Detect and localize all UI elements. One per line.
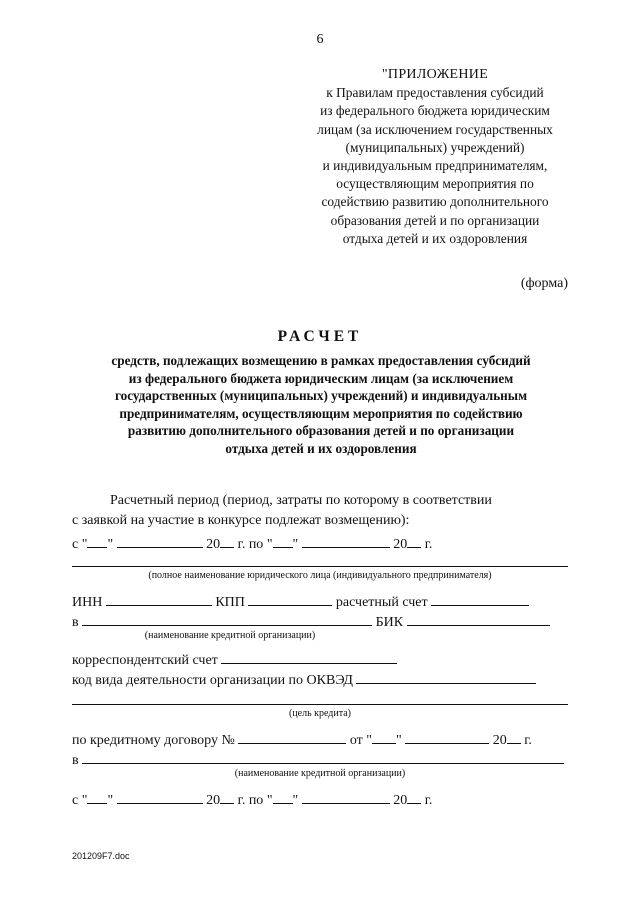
month-field[interactable]	[302, 790, 390, 804]
appendix-line: содействию развитию дополнительного	[321, 194, 549, 210]
appendix-line: образования детей и по организации	[330, 212, 540, 228]
bank-row: в БИК	[72, 612, 568, 632]
kpp-label: КПП	[215, 595, 245, 610]
agreement-number-field[interactable]	[238, 730, 346, 744]
inn-label: ИНН	[72, 595, 103, 610]
year-field[interactable]	[407, 534, 421, 548]
bik-field[interactable]	[407, 612, 550, 626]
caption-bank2: (наименование кредитной организации)	[234, 768, 406, 779]
subtitle-line: средств, подлежащих возмещению в рамках предоставления субсидий	[111, 353, 531, 368]
month-field[interactable]	[117, 790, 203, 804]
bank2-row: в	[72, 750, 568, 770]
document-title: РАСЧЕТ	[277, 328, 363, 345]
appendix-line: отдыха детей и их оздоровления	[342, 230, 528, 246]
period-intro-line1: Расчетный период (период, затраты по которому в соответствии	[110, 493, 492, 508]
inn-field[interactable]	[106, 592, 212, 606]
appendix-line: из федерального бюджета юридическим	[320, 103, 550, 119]
year-field[interactable]	[507, 730, 521, 744]
appendix-block	[280, 66, 590, 248]
corr-account-row	[72, 650, 568, 670]
period-date-row: с " " 20 г. по " " 20 г.	[72, 534, 568, 554]
appendix-line: и индивидуальным предпринимателям,	[322, 158, 548, 174]
appendix-heading: "ПРИЛОЖЕНИЕ	[381, 67, 489, 82]
credit-agreement-row: по кредитному договору № от " " 20 г.	[72, 730, 568, 750]
bank2-field[interactable]	[82, 750, 564, 764]
bik-label: БИК	[375, 615, 404, 630]
appendix-line: к Правилам предоставления субсидий	[326, 85, 544, 101]
appendix-line: лицам (за исключением государственных	[317, 121, 553, 137]
appendix-line: (муниципальных) учреждений)	[345, 139, 525, 155]
account-field[interactable]	[431, 592, 529, 606]
corr-account-field[interactable]	[221, 650, 397, 664]
caption-credit-goal: (цель кредита)	[288, 708, 352, 719]
inn-kpp-row	[72, 592, 568, 612]
subtitle-line: отдыха детей и их оздоровления	[225, 440, 417, 456]
subtitle-line: из федерального бюджета юридическим лицам (за исключением	[128, 370, 514, 386]
month-field[interactable]	[117, 534, 203, 548]
credit-period-row: с " " 20 г. по " " 20 г.	[72, 790, 568, 810]
okved-field[interactable]	[356, 670, 536, 684]
day-field[interactable]	[372, 730, 396, 744]
credit-agreement-label: по кредитному договору №	[72, 733, 235, 748]
bank-field[interactable]	[82, 612, 372, 626]
caption-bank: (наименование кредитной организации)	[144, 630, 316, 641]
month-field[interactable]	[302, 534, 390, 548]
document-subtitle	[62, 352, 580, 457]
day-field[interactable]	[87, 534, 107, 548]
page-number: 6	[316, 32, 324, 47]
account-label: расчетный счет	[335, 595, 428, 610]
caption-entity: (полное наименование юридического лица (индивидуального предпринимателя)	[148, 570, 492, 581]
subtitle-line: развитию дополнительного образования детей и по организации	[127, 423, 515, 438]
subtitle-line: предпринимателям, осуществляющим мероприятия по содействию	[119, 405, 523, 421]
year-field[interactable]	[407, 790, 421, 804]
subtitle-line: государственных (муниципальных) учреждений) и индивидуальным	[114, 388, 528, 403]
form-label: (форма)	[520, 276, 568, 291]
corr-account-label: корреспондентский счет	[72, 653, 218, 668]
day-field[interactable]	[273, 534, 293, 548]
appendix-line: осуществляющим мероприятия по	[336, 176, 534, 192]
footer-filename: 201209F7.doc	[72, 851, 130, 861]
month-field[interactable]	[405, 730, 489, 744]
credit-goal-field[interactable]	[72, 704, 568, 705]
okved-label: код вида деятельности организации по ОКВЭД	[72, 673, 353, 688]
day-field[interactable]	[87, 790, 107, 804]
entity-name-field[interactable]	[72, 566, 568, 567]
period-intro-line2: с заявкой на участие в конкурсе подлежат возмещению):	[72, 513, 410, 528]
year-field[interactable]	[220, 790, 234, 804]
kpp-field[interactable]	[248, 592, 332, 606]
okved-row	[72, 670, 568, 690]
year-field[interactable]	[220, 534, 234, 548]
day-field[interactable]	[273, 790, 293, 804]
